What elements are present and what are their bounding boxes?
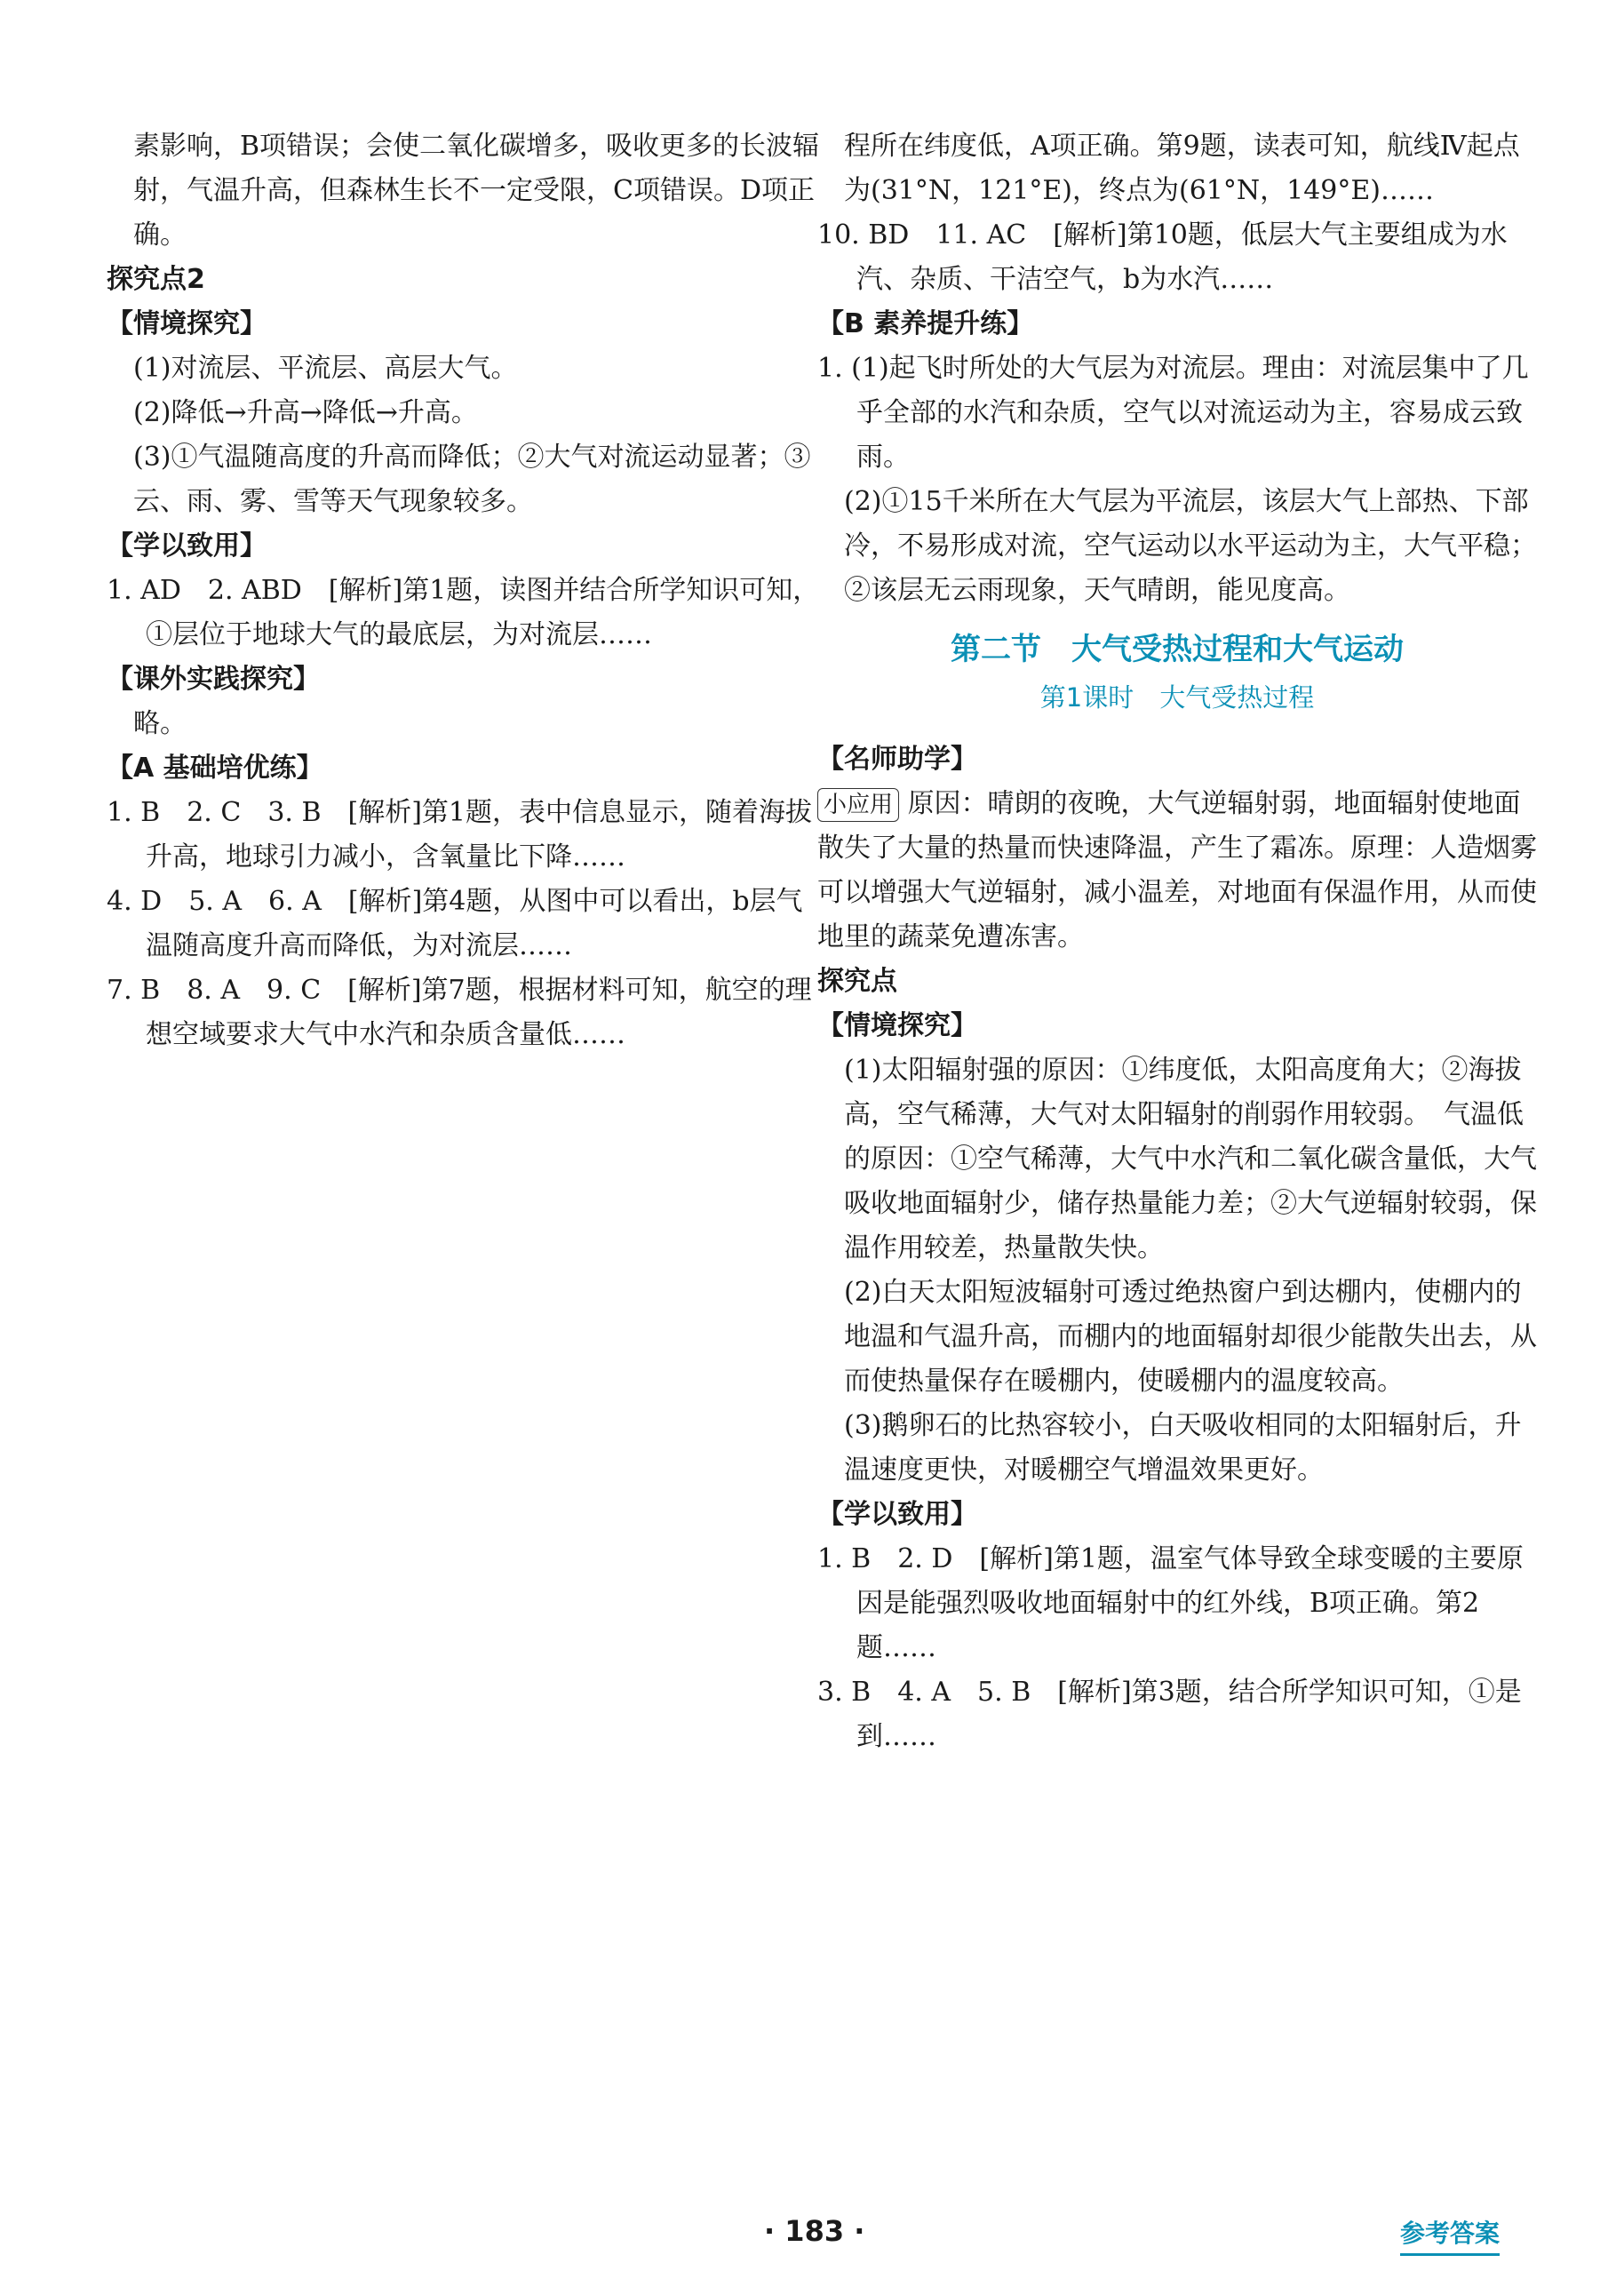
explore-point-heading: 探究点2 bbox=[107, 264, 205, 295]
teacher-heading: 【名师助学】 bbox=[817, 744, 977, 775]
answer-10-11: 10. BD 11. AC [解析]第10题，低层大气主要组成为水汽、杂质、干洁空气，b为水汽…… bbox=[817, 219, 1508, 295]
apply-heading: 【学以致用】 bbox=[817, 1499, 977, 1530]
quality-line: (2)①15千米所在大气层为平流层，该层大气上部热、下部冷，不易形成对流，空气运动以水平运动为主，大气平稳；②该层无云雨现象，天气晴朗，能见度高。 bbox=[844, 486, 1537, 606]
basic-answer: 1. B 2. C 3. B [解析]第1题，表中信息显示，随着海拔升高，地球引力减小，含氧量比下降…… bbox=[107, 797, 813, 873]
scenario-heading: 【情境探究】 bbox=[107, 308, 267, 339]
continued-paragraph: 程所在纬度低，A项正确。第9题，读表可知，航线Ⅳ起点为(31°N，121°E)，终点为(61°N，149°E)…… bbox=[844, 131, 1520, 206]
apply-answer: 1. AD 2. ABD [解析]第1题，读图并结合所学知识可知，①层位于地球大气的最底层，为对流层…… bbox=[107, 575, 820, 650]
small-application-text: 原因：晴朗的夜晚，大气逆辐射弱，地面辐射使地面散失了大量的热量而快速降温，产生了霜冻。原理：人造烟雾可以增强大气逆辐射，减小温差，对地面有保温作用，从而使地里的蔬菜免遭冻害。 bbox=[817, 788, 1537, 952]
basic-answer: 4. D 5. A 6. A [解析]第4题，从图中可以看出，b层气温随高度升高而降低，为对流层…… bbox=[107, 886, 803, 961]
practice-text: 略。 bbox=[133, 708, 187, 739]
page-number: · 183 · bbox=[764, 2214, 865, 2248]
quality-line: 1. (1)起飞时所处的大气层为对流层。理由：对流层集中了几乎全部的水汽和杂质，空气以对流运动为主，容易成云致雨。 bbox=[817, 353, 1529, 473]
intro-paragraph: 素影响，B项错误；会使二氧化碳增多，吸收更多的长波辐射，气温升高，但森林生长不一定受限，C项错误。D项正确。 bbox=[133, 131, 820, 251]
scenario-line: (3)鹅卵石的比热容较小，白天吸收相同的太阳辐射后，升温速度更快，对暖棚空气增温效果更好。 bbox=[844, 1410, 1522, 1486]
section-title: 第二节 大气受热过程和大气运动 bbox=[951, 632, 1404, 667]
lesson-title: 第1课时 大气受热过程 bbox=[1039, 682, 1315, 713]
scenario-line: (2)白天太阳短波辐射可透过绝热窗户到达棚内，使棚内的地温和气温升高，而棚内的地面辐射却很少能散失出去，从而使热量保存在暖棚内，使暖棚内的温度较高。 bbox=[844, 1277, 1537, 1397]
small-application-tag: 小应用 bbox=[817, 788, 899, 822]
basic-answer: 7. B 8. A 9. C [解析]第7题，根据材料可知，航空的理想空域要求大气中水汽和杂质含量低…… bbox=[107, 975, 812, 1050]
scenario-line: (1)太阳辐射强的原因：①纬度低，太阳高度角大；②海拔高，空气稀薄，大气对太阳辐射的削弱作用较弱。 气温低的原因：①空气稀薄，大气中水汽和二氧化碳含量低，大气吸收地面辐射少，储存热量能力差；②大气逆辐射较弱，保温作用较差，热量散失快。 bbox=[844, 1055, 1537, 1263]
scenario-line: (1)对流层、平流层、高层大气。 bbox=[133, 353, 518, 384]
basic-practice-heading: 【A 基础培优练】 bbox=[107, 753, 323, 784]
left-column bbox=[107, 124, 826, 1057]
right-column bbox=[817, 124, 1537, 1759]
apply-answer: 3. B 4. A 5. B [解析]第3题，结合所学知识可知，①是到…… bbox=[817, 1677, 1522, 1752]
scenario-line: (2)降低→升高→降低→升高。 bbox=[133, 397, 478, 428]
explore-point-heading: 探究点 bbox=[817, 966, 897, 997]
practice-heading: 【课外实践探究】 bbox=[107, 664, 320, 695]
apply-answer: 1. B 2. D [解析]第1题，温室气体导致全球变暖的主要原因是能强烈吸收地面辐射中的红外线，B项正确。第2题…… bbox=[817, 1543, 1524, 1663]
apply-heading: 【学以致用】 bbox=[107, 530, 267, 562]
scenario-heading: 【情境探究】 bbox=[817, 1010, 977, 1041]
quality-heading: 【B 素养提升练】 bbox=[817, 308, 1034, 339]
answer-key-tag: 参考答案 bbox=[1400, 2214, 1500, 2256]
scenario-line: (3)①气温随高度的升高而降低；②大气对流运动显著；③云、雨、雾、雪等天气现象较多。 bbox=[133, 442, 811, 517]
small-application bbox=[817, 782, 1537, 960]
